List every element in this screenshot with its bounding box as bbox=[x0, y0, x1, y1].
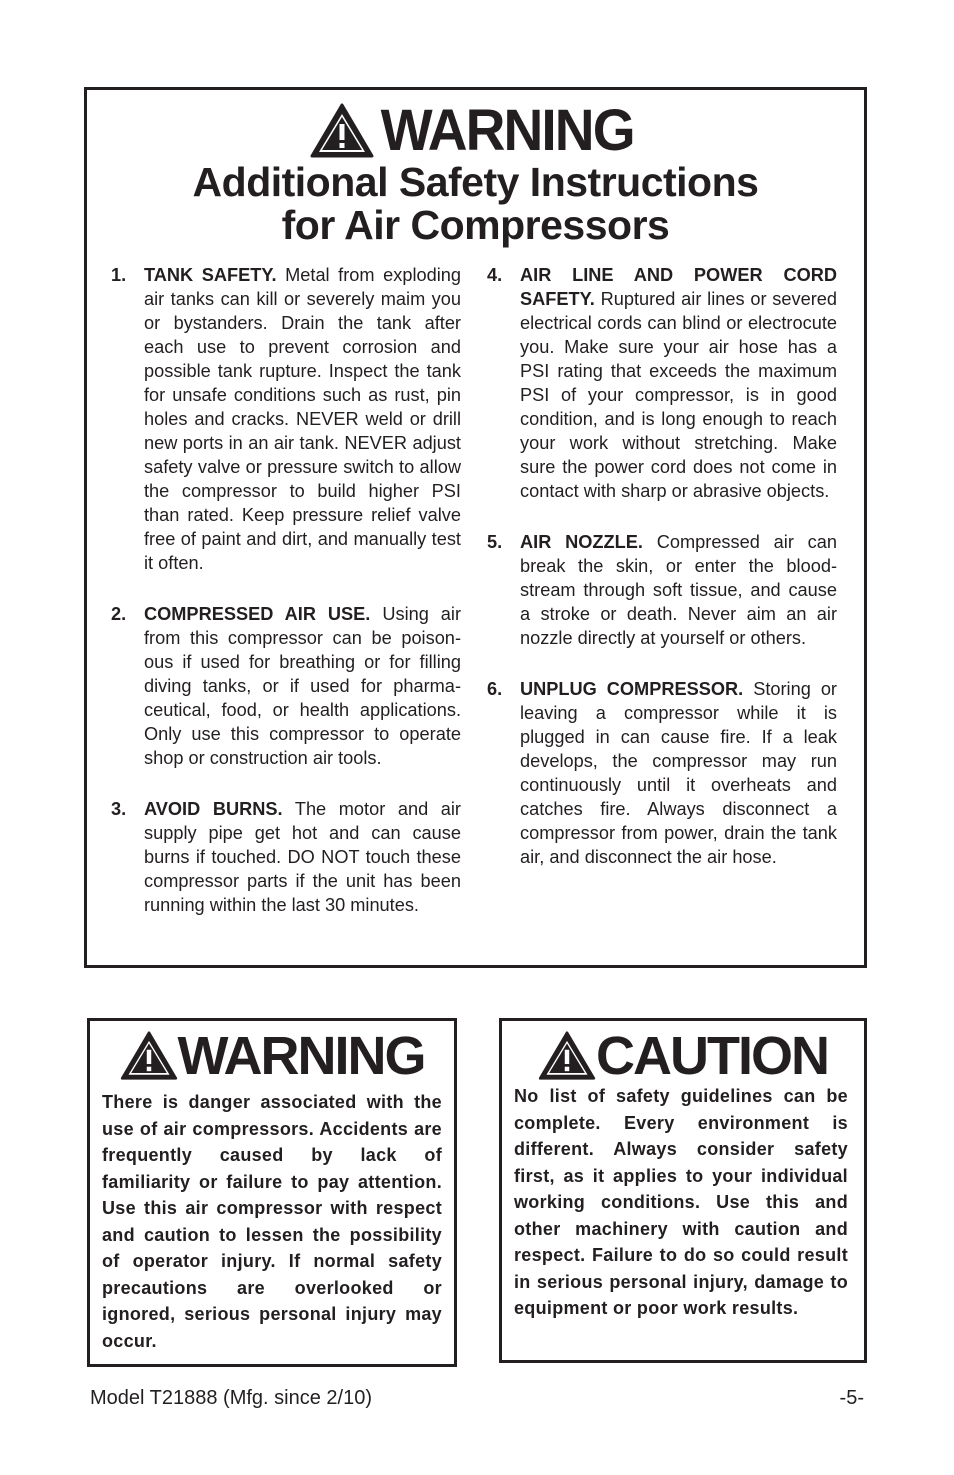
item-title: AIR LINE AND POWER CORD SAFETY. bbox=[520, 265, 837, 309]
main-warning-word: WARNING bbox=[380, 98, 634, 163]
safety-item-2 bbox=[111, 602, 461, 770]
item-number: 1. bbox=[111, 265, 127, 285]
item-text: Storing or leaving a compressor while it is plugged in can cause fire. If a leak develops, the compressor may run continuously until it overheats and catches fire. Always disconnect a compressor from power, drain the tank air, and disconnect the air hose. bbox=[520, 679, 837, 867]
warning-triangle-icon bbox=[120, 1031, 178, 1081]
item-title: TANK SAFETY. bbox=[144, 265, 277, 285]
main-subtitle bbox=[87, 161, 864, 247]
safety-item-4 bbox=[487, 263, 837, 503]
item-number: 3. bbox=[111, 799, 127, 819]
warning-box bbox=[87, 1018, 457, 1367]
warning-word: WARNING bbox=[177, 1026, 425, 1086]
safety-item-3 bbox=[111, 797, 461, 917]
main-warning-heading bbox=[87, 98, 864, 163]
item-title: AVOID BURNS. bbox=[144, 799, 283, 819]
subtitle-line-2: for Air Compressors bbox=[281, 202, 670, 248]
item-text: Ruptured air lines or severed electrical cords can blind or electrocute you. Make sure your air hose has a PSI rating that exceeds the maximum PSI of your compressor, is in good condition, and is long enough to reach your work without stretching. Make sure the power cord does not come in contact with sharp or abrasive objects. bbox=[520, 289, 837, 501]
item-number: 4. bbox=[487, 265, 503, 285]
caution-box bbox=[499, 1018, 867, 1363]
item-text: Compressed air can break the skin, or enter the bloodstream through soft tissue, and cause a stroke or death. Never aim an air nozzle directly at yourself or others. bbox=[520, 532, 838, 648]
main-warning-box bbox=[84, 87, 867, 968]
item-text: The motor and air supply pipe get hot and can cause burns if touched. DO NOT touch these compressor parts if the unit has been running within the last 30 minutes. bbox=[144, 799, 461, 915]
subtitle-line-1: Additional Safety Instructions bbox=[192, 159, 759, 205]
page-number: -5- bbox=[839, 1387, 864, 1409]
warning-triangle-icon bbox=[310, 103, 374, 159]
warning-text: There is danger associated with the use of air compressors. Accidents are frequently caused by lack of familiarity or failure to pay attention. Use this air compressor with respect and caution to lessen the possibility of operator injury. If normal safety precautions are overlooked or ignored, serious personal injury may occur. bbox=[102, 1092, 442, 1351]
item-number: 6. bbox=[487, 679, 503, 699]
right-column bbox=[487, 263, 837, 896]
item-title: UNPLUG COMPRESSOR. bbox=[520, 679, 744, 699]
item-title: COMPRESSED AIR USE. bbox=[144, 604, 371, 624]
item-number: 5. bbox=[487, 532, 503, 552]
caution-heading bbox=[502, 1026, 864, 1086]
caution-text: No list of safety guidelines can be complete. Every environment is different. Always consider safety first, as it applies to your individual working conditions. Use this and other machinery with caution and respect. Failure to do so could result in serious personal injury, damage to equipment or poor work results. bbox=[514, 1086, 848, 1318]
safety-item-5 bbox=[487, 530, 837, 650]
caution-word: CAUTION bbox=[596, 1026, 828, 1086]
item-title: AIR NOZZLE. bbox=[520, 532, 643, 552]
warning-heading bbox=[90, 1026, 454, 1086]
item-number: 2. bbox=[111, 604, 127, 624]
left-column bbox=[111, 263, 461, 944]
safety-item-6 bbox=[487, 677, 837, 869]
footer-model: Model T21888 (Mfg. since 2/10) bbox=[90, 1387, 373, 1409]
item-text: Using air from this compressor can be poisonous if used for breathing or for filling diving tanks, or if used for pharmaceutical, food, or health applications. Only use this compressor to operate shop or construction air tools. bbox=[144, 604, 462, 768]
item-text: Metal from exploding air tanks can kill or severely maim you or bystanders. Drain the tank after each use to prevent corrosion and possible tank rupture. Inspect the tank for unsafe conditions such as rust, pin holes and cracks. NEVER weld or drill new ports in an air tank. NEVER adjust safety valve or pressure switch to allow the compressor to build higher PSI than rated. Keep pressure relief valve free of paint and dirt, and manually test it often. bbox=[144, 265, 462, 573]
warning-triangle-icon bbox=[538, 1031, 596, 1081]
safety-item-1 bbox=[111, 263, 461, 575]
